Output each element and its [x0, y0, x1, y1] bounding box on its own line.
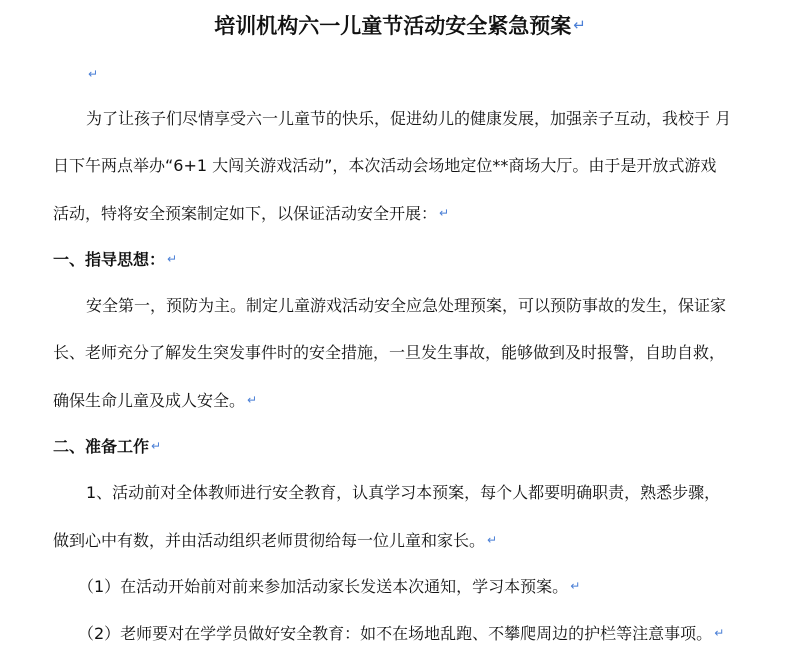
section1-line-2: [53, 341, 725, 365]
paragraph-mark-icon: ↵: [487, 533, 498, 547]
document-title-text: 培训机构六一儿童节活动安全紧急预案: [214, 14, 572, 38]
section2-item1-line-1: [86, 481, 720, 505]
section2-sub-item-1: [78, 574, 580, 599]
intro-text: 为了让孩子们尽情享受六一儿童节的快乐，促进幼儿的健康发展，加强亲子互动，我校于 月: [86, 109, 732, 128]
paragraph-mark-icon: ↵: [714, 626, 725, 640]
intro-line-2: [53, 154, 716, 178]
paragraph-mark-icon: ↵: [151, 439, 162, 453]
section2-item1-line-2: [53, 528, 497, 553]
section-heading-preparation: [53, 434, 161, 459]
section2-text: （2）老师要对在学学员做好安全教育：如不在场地乱跑、不攀爬周边的护栏等注意事项。: [78, 624, 713, 643]
paragraph-mark-icon: ↵: [247, 393, 258, 407]
section-heading-text: 二、准备工作: [53, 437, 150, 456]
section2-text: （1）在活动开始前对前来参加活动家长发送本次通知，学习本预案。: [78, 577, 569, 596]
intro-text: 日下午两点举办“6+1 大闯关游戏活动”，本次活动会场地定位**商场大厅。由于是开放式游戏: [53, 156, 717, 175]
section-heading-text: 一、指导思想：: [53, 250, 166, 269]
section1-line-3: [53, 388, 257, 413]
paragraph-mark-icon: ↵: [439, 206, 450, 220]
section1-text: 安全第一，预防为主。制定儿童游戏活动安全应急处理预案，可以预防事故的发生，保证家: [86, 296, 727, 315]
paragraph-mark-icon: ↵: [573, 16, 586, 34]
empty-paragraph: [86, 62, 98, 87]
intro-line-1: [86, 107, 731, 131]
intro-line-3: [53, 201, 449, 226]
section1-text: 确保生命儿童及成人安全。: [53, 391, 246, 410]
paragraph-mark-icon: ↵: [167, 252, 178, 266]
paragraph-mark-icon: ↵: [570, 579, 581, 593]
paragraph-mark-icon: ↵: [88, 67, 99, 81]
section1-text: 长、老师充分了解发生突发事件时的安全措施，一旦发生事故，能够做到及时报警，自助自救，: [53, 343, 726, 362]
document-title: [0, 10, 800, 41]
section2-sub-item-2: [78, 621, 724, 646]
section-heading-guiding-ideology: [53, 247, 177, 272]
section1-line-1: [86, 294, 726, 318]
section2-text: 1、活动前对全体教师进行安全教育，认真学习本预案，每个人都要明确职责，熟悉步骤，: [86, 483, 721, 502]
intro-text: 活动，特将安全预案制定如下，以保证活动安全开展：: [53, 204, 438, 223]
section2-text: 做到心中有数，并由活动组织老师贯彻给每一位儿童和家长。: [53, 531, 486, 550]
